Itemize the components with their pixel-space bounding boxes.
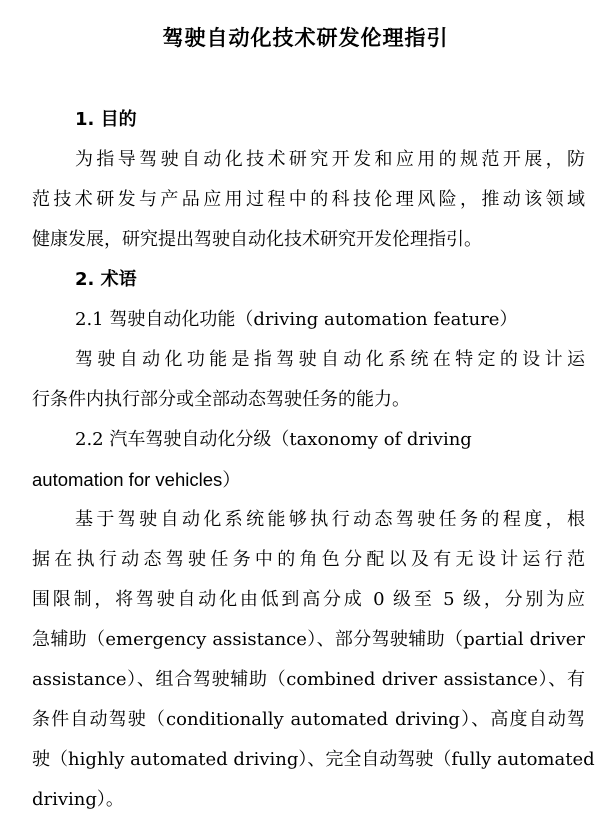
paragraph-line: 条件自动驾驶（conditionally automated driving）、高度自动驾 [32, 709, 585, 730]
paragraph-line: 健康发展，研究提出驾驶自动化技术研究开发伦理指引。 [32, 229, 482, 250]
paragraph-line: 驾驶自动化功能是指驾驶自动化系统在特定的设计运 [75, 349, 585, 370]
paragraph-line: 为指导驾驶自动化技术研究开发和应用的规范开展，防 [75, 149, 585, 170]
paragraph-line: driving）。 [32, 789, 124, 810]
paragraph-line: 据在执行动态驾驶任务中的角色分配以及有无设计运行范 [32, 549, 585, 570]
paragraph-line: 驶（highly automated driving）、完全自动驾驶（fully automated [32, 749, 595, 770]
subsection-heading: 2.1 驾驶自动化功能（driving automation feature） [75, 309, 518, 330]
paragraph-line: 急辅助（emergency assistance）、部分驾驶辅助（partial driver [32, 629, 585, 650]
section-heading-purpose: 1. 目的 [75, 109, 137, 130]
paragraph-line: 范技术研发与产品应用过程中的科技伦理风险，推动该领域 [32, 189, 585, 210]
subsection-heading: 2.2 汽车驾驶自动化分级（taxonomy of driving [75, 429, 472, 450]
paragraph-line: 基于驾驶自动化系统能够执行动态驾驶任务的程度，根 [75, 509, 585, 530]
paragraph-line: 行条件内执行部分或全部动态驾驶任务的能力。 [32, 389, 410, 410]
paragraph-line: assistance）、组合驾驶辅助（combined driver assistance）、有 [32, 669, 585, 690]
section-heading-terms: 2. 术语 [75, 269, 137, 290]
subsection-heading-continued: automation for vehicles） [32, 469, 241, 490]
document-title: 驾驶自动化技术研发伦理指引 [162, 26, 449, 50]
paragraph-line: 围限制，将驾驶自动化由低到高分成 0 级至 5 级，分别为应 [32, 589, 585, 610]
